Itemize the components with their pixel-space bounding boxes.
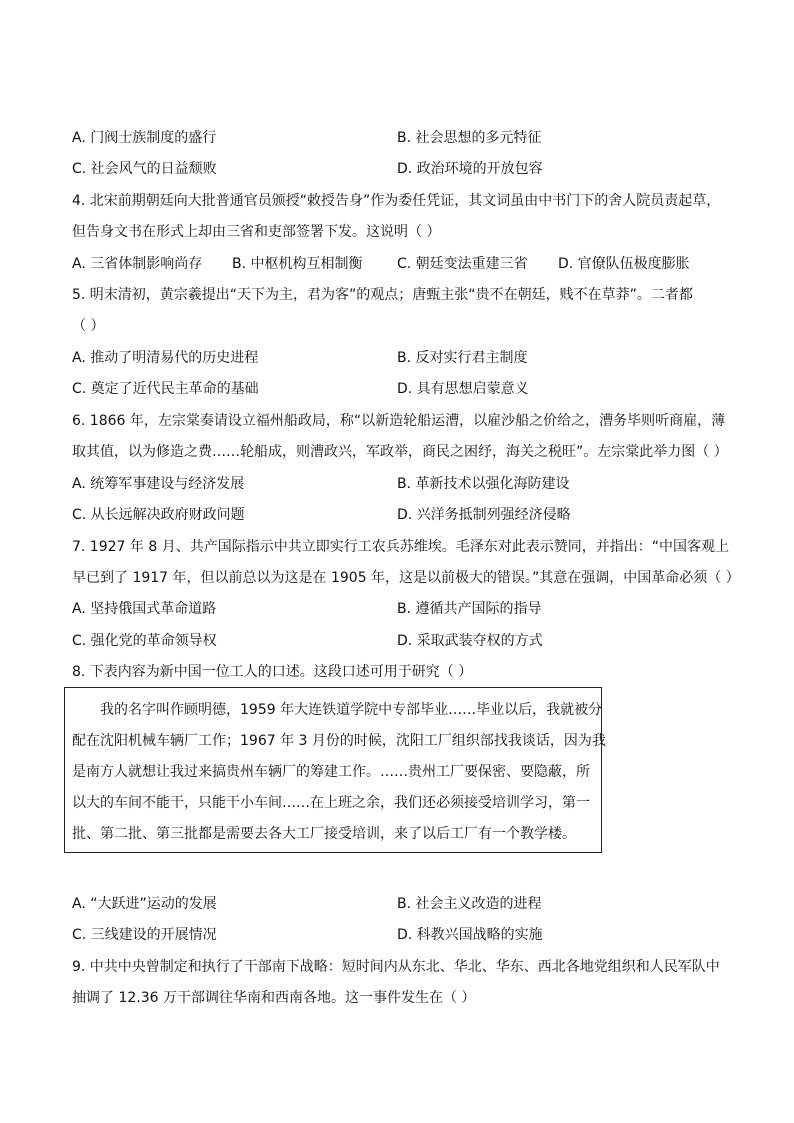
q5-option-a: A. 推动了明清易代的历史进程 (72, 350, 259, 366)
q7-option-b: B. 遵循共产国际的指导 (397, 601, 542, 617)
q6-option-d: D. 兴洋务抵制列强经济侵略 (397, 507, 571, 523)
q5-stem-line-1: 5. 明末清初，黄宗羲提出“天下为主，君为客”的观点；唐甄主张“贵不在朝廷，贱不在草莽”。二者都 (72, 287, 693, 303)
q5-option-b: B. 反对实行君主制度 (397, 350, 528, 366)
q7-stem-line-1: 7. 1927 年 8 月、共产国际指示中共立即实行工农兵苏维埃。毛泽东对此表示赞同，并指出：“中国客观上 (72, 539, 729, 555)
q7-option-a: A. 坚持俄国式革命道路 (72, 601, 217, 617)
q5-option-c: C. 奠定了近代民主革命的基础 (72, 381, 259, 397)
q9-stem-line-2: 抽调了 12.36 万干部调往华南和西南各地。这一事件发生在（ ） (72, 990, 476, 1006)
q4-option-a: A. 三省体制影响尚存 (72, 256, 203, 272)
q8-option-b: B. 社会主义改造的进程 (397, 896, 542, 912)
q4-option-c: C. 朝廷变法重建三省 (397, 256, 528, 272)
q8-option-d: D. 科教兴国战略的实施 (397, 927, 543, 943)
q9-stem-line-1: 9. 中共中央曾制定和执行了干部南下战略：短时间内从东北、华北、华东、西北各地党组织和人民军队中 (72, 959, 720, 975)
q5-option-d: D. 具有思想启蒙意义 (397, 381, 529, 397)
box-line-4: 以大的车间不能干，只能干小车间……在上班之余，我们还必须接受培训学习，第一 (72, 795, 590, 811)
q3-option-a: A. 门阀士族制度的盛行 (72, 130, 217, 146)
q4-stem-line-2: 但告身文书在形式上却由三省和吏部签署下发。这说明（ ） (72, 224, 441, 240)
q3-option-d: D. 政治环境的开放包容 (397, 161, 543, 177)
q6-option-a: A. 统筹军事建设与经济发展 (72, 476, 245, 492)
q8-option-a: A. “大跃进”运动的发展 (72, 896, 217, 912)
q3-option-c: C. 社会风气的日益颓败 (72, 161, 217, 177)
q4-option-d: D. 官僚队伍极度膨胀 (558, 256, 690, 272)
q3-option-b: B. 社会思想的多元特征 (397, 130, 542, 146)
box-line-5: 批、第二批、第三批都是需要去各大工厂接受培训，来了以后工厂有一个教学楼。 (72, 826, 576, 842)
q7-option-d: D. 采取武装夺权的方式 (397, 633, 543, 649)
q8-stem: 8. 下表内容为新中国一位工人的口述。这段口述可用于研究（ ） (72, 664, 473, 680)
q7-stem-line-2: 早已到了 1917 年，但以前总以为这是在 1905 年，这是以前极大的错误。”其意在强调，中国革命必须（ ） (72, 570, 740, 586)
q6-stem-line-1: 6. 1866 年，左宗棠奏请设立福州船政局，称“以新造轮船运漕，以雇沙船之价给之，漕务毕则听商雇，薄 (72, 413, 726, 429)
q6-option-b: B. 革新技术以强化海防建设 (397, 476, 570, 492)
oral-history-box (64, 687, 606, 853)
q4-stem-line-1: 4. 北宋前期朝廷向大批普通官员颁授“敕授告身”作为委任凭证，其文词虽由中书门下的舍人院员责起草， (72, 193, 721, 209)
q5-stem-line-2: （ ） (72, 318, 105, 334)
q7-option-c: C. 强化党的革命领导权 (72, 633, 217, 649)
q6-option-c: C. 从长远解决政府财政问题 (72, 507, 245, 523)
box-line-1: 我的名字叫作顾明德，1959 年大连铁道学院中专部毕业……毕业以后，我就被分 (100, 702, 603, 718)
q8-option-c: C. 三线建设的开展情况 (72, 927, 217, 943)
q4-option-b: B. 中枢机构互相制衡 (232, 256, 363, 272)
q6-stem-line-2: 取其值，以为修造之费……轮船成，则漕政兴，军政举，商民之困纾，海关之税旺”。左宗棠此举力图（ ） (72, 444, 728, 460)
box-line-3: 是南方人就想让我过来搞贵州车辆厂的筹建工作。……贵州工厂要保密、要隐蔽，所 (72, 764, 590, 780)
box-line-2: 配在沈阳机械车辆厂工作；1967 年 3 月份的时候，沈阳工厂组织部找我谈话，因为我 (72, 733, 606, 749)
